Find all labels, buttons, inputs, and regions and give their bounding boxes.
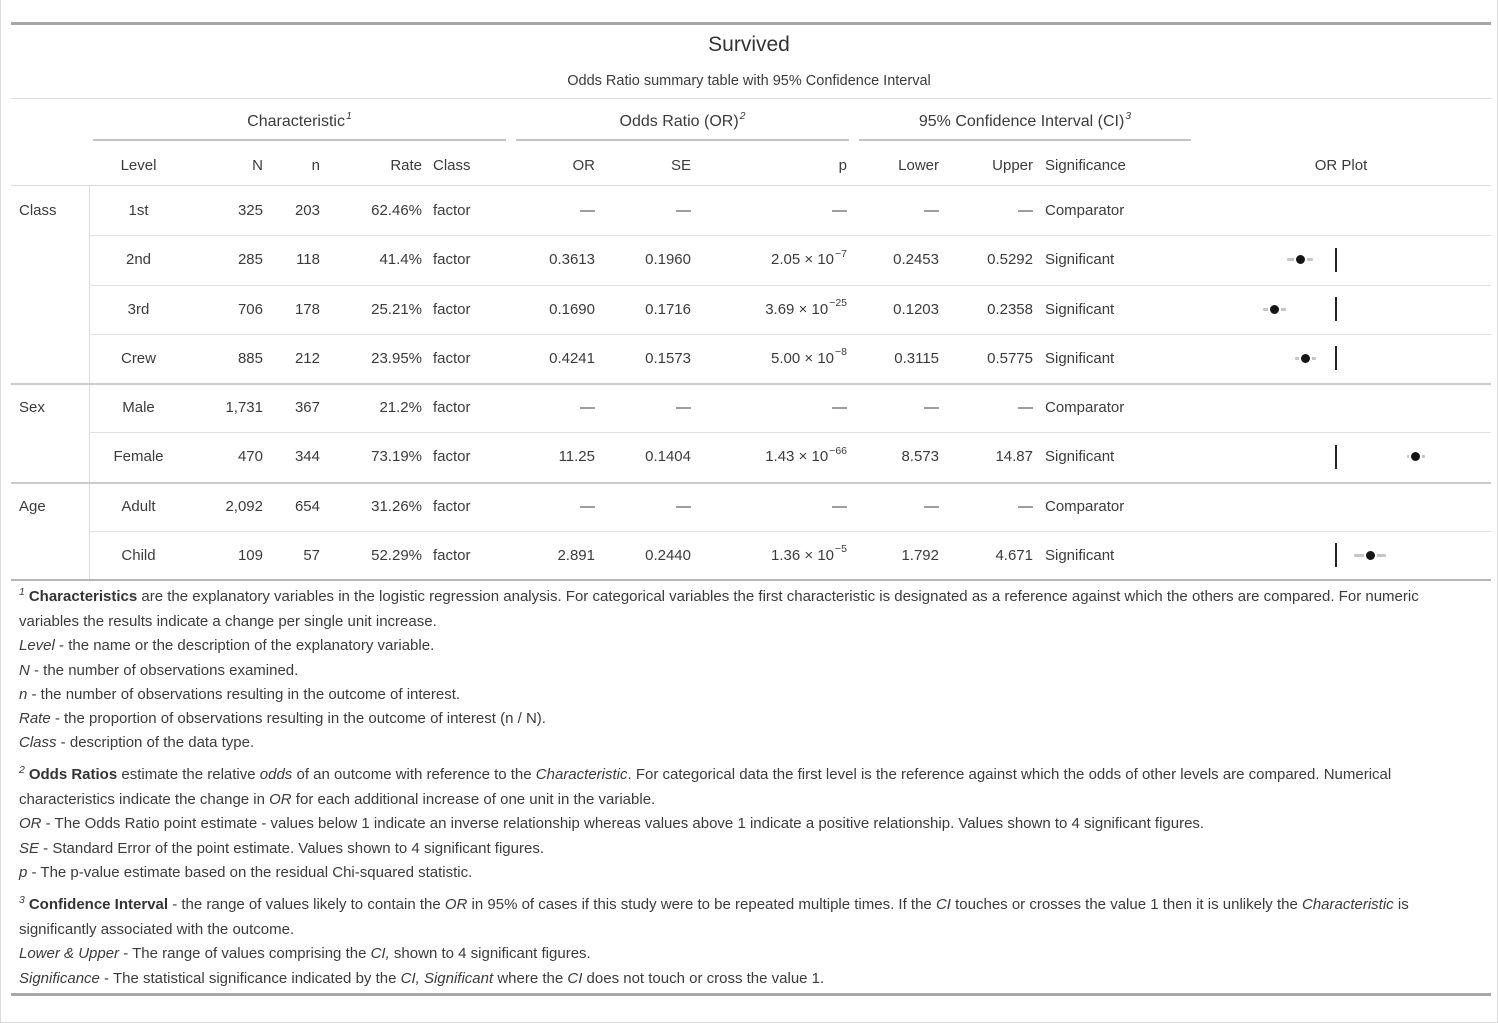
cell-level: Adult [121, 497, 156, 515]
table-row [11, 186, 1491, 235]
cell-upper: — [1018, 202, 1033, 220]
footnote-line: Class - description of the data type. [19, 734, 255, 752]
cell-se: 0.2440 [645, 546, 691, 564]
cell-n: 212 [294, 349, 320, 367]
or-plot-reference-line [1335, 346, 1337, 370]
subtitle-divider [11, 98, 1491, 99]
cell-N: 285 [237, 251, 263, 269]
cell-se: 0.1404 [645, 448, 691, 466]
column-header-lower: Lower [898, 156, 939, 174]
row-divider [89, 531, 1491, 532]
footnote-line: $^2$ Odds Ratios estimate the relative odds of an outcome with reference to the Characteristic. For categorical data the first level is the reference against which the odds of other levels are compared. Numerical characteristics indicate the change in OR for each additional increase of one unit in the variable. [19, 764, 1392, 809]
or-plot-point [1409, 450, 1422, 463]
footnote-line: Level - the name or the description of the explanatory variable. [19, 637, 435, 655]
footnote-marker: 2 [739, 110, 746, 122]
cell-lower: — [924, 202, 939, 220]
cell-rate: 41.4% [379, 251, 422, 269]
table-bottom-border [11, 579, 1491, 581]
footnote-line: SE - Standard Error of the point estimate. Values shown to 4 significant figures. [19, 839, 544, 857]
cell-se: 0.1716 [645, 300, 691, 318]
cell-level: 2nd [125, 251, 152, 269]
p-exponent: −5 [835, 543, 847, 556]
cell-class: factor [433, 448, 471, 466]
cell-level: 3rd [127, 300, 150, 318]
cell-or: 0.1690 [549, 300, 595, 318]
or-plot-reference-line [1335, 248, 1337, 272]
cell-upper: 14.87 [995, 448, 1033, 466]
cell-n: 57 [303, 546, 320, 564]
or-plot-reference-line [1335, 445, 1337, 469]
column-group-header: Characteristic 1 [247, 110, 352, 130]
column-header-significance: Significance [1045, 156, 1126, 174]
p-exponent: −25 [829, 297, 847, 310]
column-group-underline [859, 139, 1191, 141]
row-group-label: Age [19, 497, 46, 515]
cell-rate: 23.95% [371, 349, 422, 367]
cell-rate: 31.26% [371, 497, 422, 515]
cell-class: factor [433, 497, 471, 515]
footnote-line: OR - The Odds Ratio point estimate - values below 1 indicate an inverse relationship whereas values above 1 indicate a positive relationship. Values shown to 4 significant figures. [19, 815, 1205, 833]
footnote-marker: 2 [19, 764, 25, 776]
table-row [11, 531, 1491, 580]
column-header-or: OR [572, 156, 595, 174]
cell-or: 2.891 [557, 546, 595, 564]
footnote-line: Significance - The statistical significance indicated by the CI, Significant where the CI does not touch or cross the value 1. [19, 969, 825, 987]
cell-p: 3.69 × 10 −25 [765, 297, 847, 318]
row-divider [89, 432, 1491, 433]
or-plot-cell [1191, 432, 1491, 481]
cell-or: 0.4241 [549, 349, 595, 367]
column-header-class: Class [433, 156, 471, 174]
cell-n: 367 [294, 399, 320, 417]
cell-rate: 52.29% [371, 546, 422, 564]
cell-p: 1.43 × 10 −66 [765, 444, 847, 466]
table-top-border [11, 22, 1491, 25]
cell-N: 470 [237, 448, 263, 466]
cell-class: factor [433, 399, 471, 417]
column-header-plot: OR Plot [1314, 156, 1368, 174]
cell-significance: Comparator [1045, 202, 1125, 220]
cell-upper: — [1018, 497, 1033, 515]
cell-class: factor [433, 300, 471, 318]
or-plot-cell [1191, 186, 1491, 235]
column-group-header: 95% Confidence Interval (CI) 3 [918, 110, 1132, 130]
cell-se: — [676, 399, 691, 417]
cell-significance: Significant [1045, 251, 1115, 269]
cell-level: Child [121, 546, 156, 564]
footnote-marker: 1 [345, 110, 352, 122]
cell-significance: Significant [1045, 546, 1115, 564]
footnote-line: n - the number of observations resulting in the outcome of interest. [19, 685, 461, 703]
or-plot-cell [1191, 235, 1491, 284]
column-header-p: p [838, 156, 847, 174]
cell-upper: 0.5292 [987, 251, 1033, 269]
cell-p: — [832, 202, 847, 220]
column-header-N: N [252, 156, 263, 174]
or-plot-cell [1191, 482, 1491, 531]
footnote-line: $^3$ Confidence Interval - the range of values likely to contain the OR in 95% of cases if this study were to be repeated multiple times. If the CI touches or crosses the value 1 then it is unlikely the Characteristic is significantly associated with the outcome. [19, 894, 1409, 939]
p-exponent: −8 [835, 346, 847, 359]
cell-N: 325 [237, 202, 263, 220]
table-row [11, 334, 1491, 383]
footnote-line: Rate - the proportion of observations resulting in the outcome of interest (n / N). [19, 710, 546, 728]
footnote-marker: 3 [1125, 110, 1132, 122]
cell-n: 118 [296, 251, 320, 269]
table-subtitle: Odds Ratio summary table with 95% Confidence Interval [567, 73, 931, 89]
cell-p: 1.36 × 10 −5 [771, 543, 847, 564]
column-group-underline [93, 139, 506, 141]
footnote-line: Lower & Upper - The range of values comprising the CI, shown to 4 significant figures. [19, 945, 591, 963]
p-exponent: −66 [829, 444, 847, 457]
row-divider [89, 334, 1491, 335]
column-header-n: n [311, 156, 320, 174]
cell-n: 654 [294, 497, 320, 515]
cell-rate: 62.46% [371, 202, 422, 220]
cell-se: — [676, 497, 691, 515]
or-plot-reference-line [1335, 543, 1337, 567]
or-plot-cell [1191, 334, 1491, 383]
or-plot-point [1299, 352, 1312, 365]
cell-se: 0.1960 [645, 251, 691, 269]
cell-lower: — [924, 497, 939, 515]
cell-level: Crew [120, 349, 156, 367]
cell-class: factor [433, 202, 471, 220]
row-divider [89, 235, 1491, 236]
cell-or: 11.25 [558, 448, 595, 466]
row-divider [89, 285, 1491, 286]
column-group-header: Odds Ratio (OR) 2 [619, 110, 746, 130]
cell-upper: — [1018, 399, 1033, 417]
cell-lower: 0.1203 [893, 300, 939, 318]
or-plot-reference-line [1335, 297, 1337, 321]
column-group-underline [516, 139, 849, 141]
or-plot-point [1294, 253, 1307, 266]
report-bottom-border [11, 993, 1491, 996]
or-plot-cell [1191, 383, 1491, 432]
cell-lower: 1.792 [901, 546, 939, 564]
cell-or: — [580, 399, 595, 417]
cell-or: — [580, 202, 595, 220]
cell-lower: 0.2453 [893, 251, 939, 269]
cell-significance: Significant [1045, 349, 1115, 367]
footnote-block [19, 585, 1481, 755]
or-plot-cell [1191, 531, 1491, 580]
cell-se: — [676, 202, 691, 220]
row-divider [11, 482, 1491, 484]
cell-N: 706 [237, 300, 263, 318]
cell-N: 885 [237, 349, 263, 367]
row-group-label: Sex [19, 399, 45, 417]
cell-n: 178 [294, 300, 320, 318]
table-row [11, 285, 1491, 334]
row-group-label: Class [19, 202, 57, 220]
cell-N: 1,731 [225, 399, 263, 417]
cell-n: 344 [294, 448, 320, 466]
column-header-upper: Upper [992, 156, 1033, 174]
footnote-line: $^1$ Characteristics are the explanatory variables in the logistic regression analysis. For categorical variables the first characteristic is designated as a reference against which the others are compared. For numeric variables the results indicate a change per single unit increase. [19, 586, 1419, 631]
column-header-level: Level [120, 156, 157, 174]
footnote-line: N - the number of observations examined. [19, 661, 299, 679]
table-row [11, 432, 1491, 481]
cell-level: 1st [128, 202, 149, 220]
cell-or: — [580, 497, 595, 515]
cell-n: 203 [294, 202, 320, 220]
footnote-block [19, 763, 1481, 885]
cell-p: 2.05 × 10 −7 [771, 247, 847, 269]
cell-upper: 0.2358 [987, 300, 1033, 318]
cell-significance: Comparator [1045, 399, 1125, 417]
cell-rate: 21.2% [379, 399, 422, 417]
cell-class: factor [433, 349, 471, 367]
cell-N: 2,092 [225, 497, 263, 515]
cell-p: — [832, 497, 847, 515]
row-divider [11, 383, 1491, 385]
table-row [11, 482, 1491, 531]
cell-significance: Significant [1045, 300, 1115, 318]
cell-lower: 0.3115 [894, 349, 939, 367]
or-plot-point [1268, 303, 1281, 316]
cell-rate: 73.19% [371, 448, 422, 466]
footnote-marker: 3 [19, 894, 25, 906]
cell-level: Female [113, 448, 164, 466]
table-row [11, 383, 1491, 432]
cell-level: Male [122, 399, 155, 417]
cell-rate: 25.21% [371, 300, 422, 318]
cell-se: 0.1573 [645, 349, 691, 367]
cell-lower: 8.573 [901, 448, 939, 466]
footnote-marker: 1 [19, 586, 25, 598]
cell-N: 109 [237, 546, 263, 564]
or-plot-cell [1191, 285, 1491, 334]
table-row [11, 235, 1491, 284]
cell-p: — [832, 399, 847, 417]
cell-upper: 4.671 [995, 546, 1033, 564]
cell-class: factor [433, 251, 471, 269]
footnote-block [19, 893, 1481, 991]
p-exponent: −7 [835, 247, 847, 260]
cell-significance: Significant [1045, 448, 1115, 466]
cell-p: 5.00 × 10 −8 [771, 346, 847, 367]
or-plot-point [1364, 549, 1377, 562]
column-header-rate: Rate [390, 156, 422, 174]
cell-lower: — [924, 399, 939, 417]
cell-class: factor [433, 546, 471, 564]
cell-upper: 0.5775 [987, 349, 1033, 367]
column-header-se: SE [670, 156, 691, 174]
table-title: Survived [708, 33, 790, 56]
cell-significance: Comparator [1045, 497, 1125, 515]
cell-or: 0.3613 [549, 251, 595, 269]
footnote-line: p - The p-value estimate based on the residual Chi-squared statistic. [19, 863, 473, 881]
